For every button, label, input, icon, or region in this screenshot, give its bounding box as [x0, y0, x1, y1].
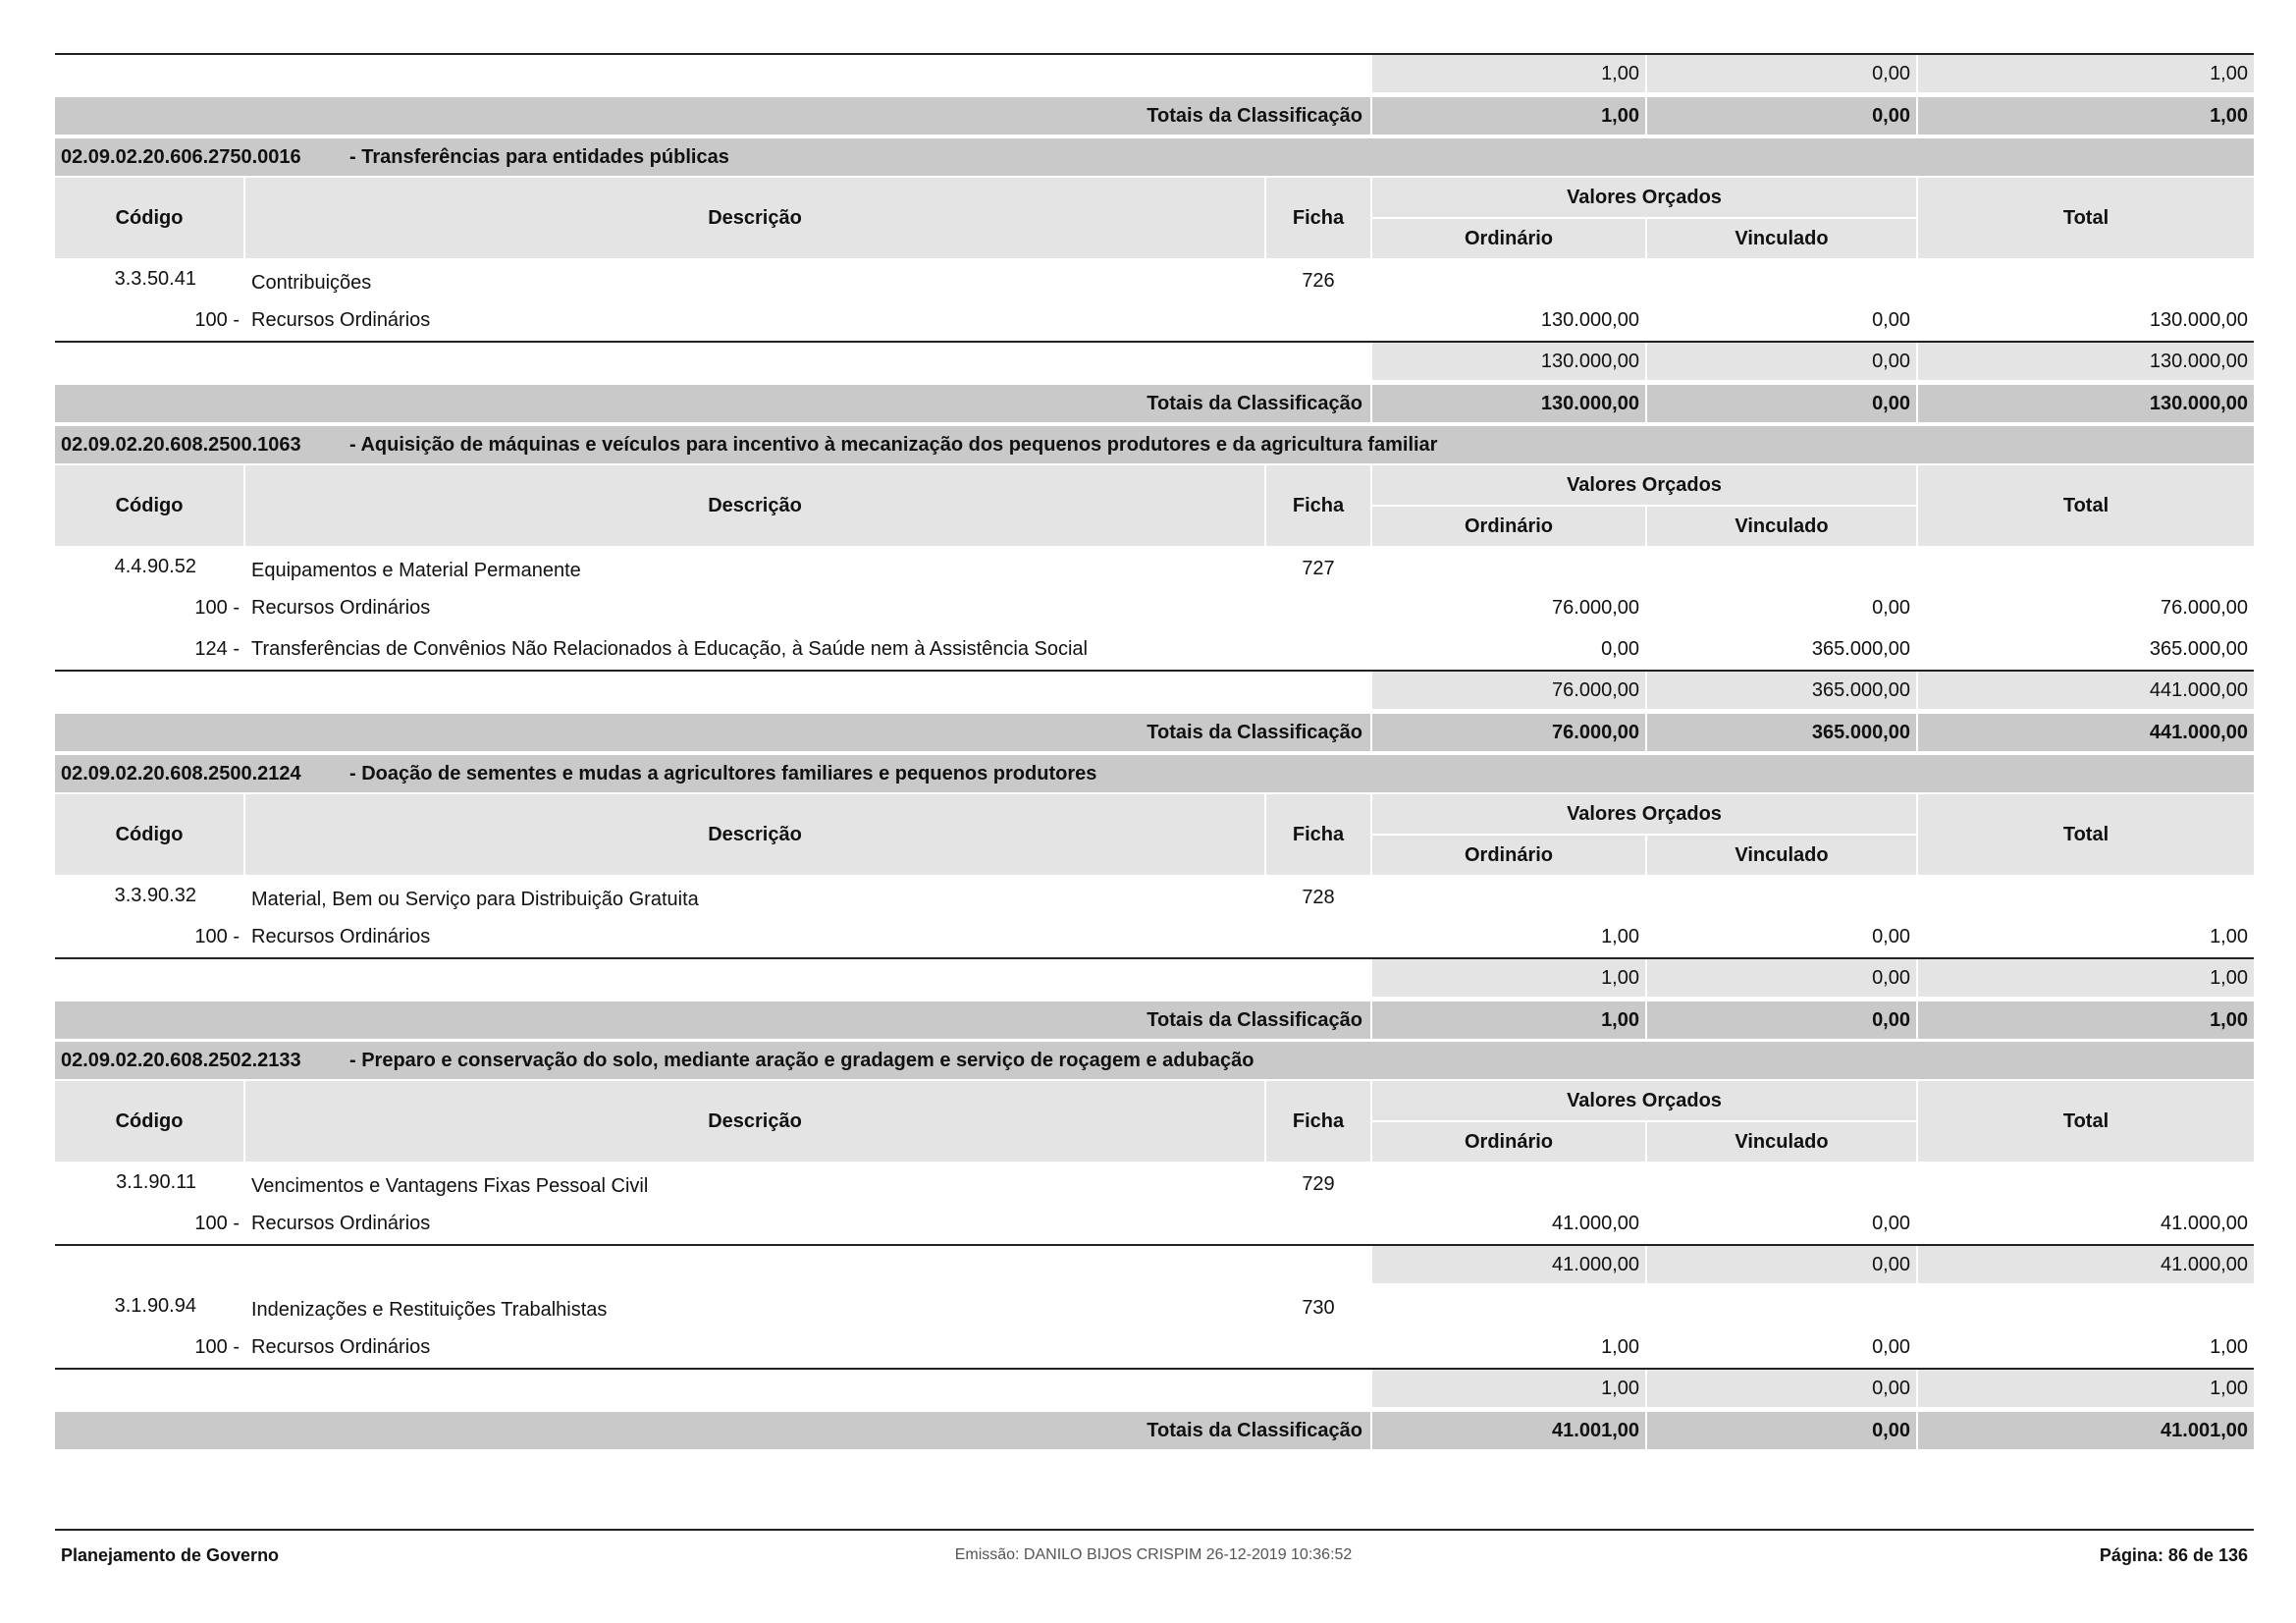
item-descricao: Contribuições — [251, 271, 372, 294]
fonte-numero: 100 - — [194, 925, 240, 947]
header-vinculado: Vinculado — [1647, 836, 1916, 875]
header-descricao: Descrição — [245, 1081, 1264, 1162]
footer-left: Planejamento de Governo — [61, 1544, 280, 1565]
header-ordinario: Ordinário — [1372, 1122, 1645, 1162]
subtotal-vinculado: 365.000,00 — [1647, 672, 1916, 709]
header-valores-orcados: Valores Orçados — [1372, 794, 1916, 834]
fonte-numero: 100 - — [194, 596, 240, 619]
subtotal-total: 1,00 — [1918, 55, 2254, 92]
fonte-vinculado: 365.000,00 — [1811, 637, 1910, 660]
column-separator — [1370, 1412, 1372, 1449]
column-separator — [1916, 1001, 1918, 1039]
column-separator — [1645, 1001, 1647, 1039]
item-ficha: 729 — [1302, 1172, 1335, 1195]
column-separator — [1645, 714, 1647, 751]
column-separator — [1916, 714, 1918, 751]
totais-total: 441.000,00 — [1918, 714, 2254, 751]
fonte-ordinario: 1,00 — [1601, 925, 1639, 947]
fonte-nome: Recursos Ordinários — [251, 596, 431, 619]
totais-total: 41.001,00 — [1918, 1412, 2254, 1449]
totais-ordinario: 1,00 — [1372, 1001, 1645, 1039]
fonte-vinculado: 0,00 — [1872, 1212, 1910, 1234]
fonte-numero: 124 - — [194, 637, 240, 660]
subtotal-total: 130.000,00 — [1918, 343, 2254, 380]
subtotal-vinculado: 0,00 — [1647, 959, 1916, 997]
footer-divider — [55, 1529, 2254, 1531]
fonte-numero: 100 - — [194, 1335, 240, 1358]
header-ficha: Ficha — [1266, 794, 1370, 875]
header-descricao: Descrição — [245, 178, 1264, 258]
column-separator — [1370, 97, 1372, 135]
column-separator — [1370, 714, 1372, 751]
section-code: 02.09.02.20.608.2500.2124 — [61, 762, 301, 784]
subtotal-vinculado: 0,00 — [1647, 55, 1916, 92]
item-descricao: Vencimentos e Vantagens Fixas Pessoal Civil — [251, 1174, 649, 1197]
fonte-nome: Transferências de Convênios Não Relacionados à Educação, à Saúde nem à Assistência Social — [251, 637, 1088, 660]
section-title: - Doação de sementes e mudas a agricultores familiares e pequenos produtores — [349, 762, 1097, 784]
fonte-nome: Recursos Ordinários — [251, 308, 431, 331]
section-title: - Transferências para entidades públicas — [349, 145, 729, 168]
fonte-total: 41.000,00 — [2161, 1212, 2248, 1234]
totais-total: 1,00 — [1918, 1001, 2254, 1039]
fonte-ordinario: 76.000,00 — [1552, 596, 1639, 619]
column-separator — [1916, 1412, 1918, 1449]
item-codigo: 3.3.90.32 — [114, 884, 196, 906]
fonte-numero: 100 - — [194, 308, 240, 331]
totais-label: Totais da Classificação — [1147, 1008, 1362, 1031]
header-descricao: Descrição — [245, 465, 1264, 546]
column-separator — [1916, 97, 1918, 135]
section-title: - Preparo e conservação do solo, mediante aração e gradagem e serviço de roçagem e adubação — [349, 1049, 1255, 1071]
fonte-ordinario: 0,00 — [1601, 637, 1639, 660]
subtotal-total: 441.000,00 — [1918, 672, 2254, 709]
header-descricao: Descrição — [245, 794, 1264, 875]
fonte-total: 130.000,00 — [2149, 308, 2248, 331]
header-codigo: Código — [55, 178, 243, 258]
subtotal-ordinario: 76.000,00 — [1372, 672, 1645, 709]
section-code: 02.09.02.20.608.2502.2133 — [61, 1049, 301, 1071]
fonte-numero: 100 - — [194, 1212, 240, 1234]
header-valores-orcados: Valores Orçados — [1372, 465, 1916, 505]
subtotal-vinculado: 0,00 — [1647, 1370, 1916, 1407]
item-codigo: 4.4.90.52 — [114, 555, 196, 577]
fonte-total: 1,00 — [2210, 1335, 2248, 1358]
fonte-nome: Recursos Ordinários — [251, 1335, 431, 1358]
header-total: Total — [1918, 794, 2254, 875]
totais-label: Totais da Classificação — [1147, 104, 1362, 127]
totais-vinculado: 365.000,00 — [1647, 714, 1916, 751]
subtotal-total: 41.000,00 — [1918, 1246, 2254, 1283]
header-codigo: Código — [55, 794, 243, 875]
item-codigo: 3.1.90.94 — [114, 1294, 196, 1317]
item-ficha: 728 — [1302, 886, 1335, 908]
totais-ordinario: 130.000,00 — [1372, 385, 1645, 422]
fonte-nome: Recursos Ordinários — [251, 1212, 431, 1234]
column-separator — [1645, 1412, 1647, 1449]
fonte-nome: Recursos Ordinários — [251, 925, 431, 947]
subtotal-vinculado: 0,00 — [1647, 343, 1916, 380]
column-separator — [1916, 385, 1918, 422]
header-ficha: Ficha — [1266, 1081, 1370, 1162]
subtotal-vinculado: 0,00 — [1647, 1246, 1916, 1283]
section-code: 02.09.02.20.608.2500.1063 — [61, 433, 301, 456]
totais-label: Totais da Classificação — [1147, 721, 1362, 743]
subtotal-total: 1,00 — [1918, 959, 2254, 997]
totais-ordinario: 76.000,00 — [1372, 714, 1645, 751]
fonte-vinculado: 0,00 — [1872, 308, 1910, 331]
fonte-total: 1,00 — [2210, 925, 2248, 947]
footer-center: Emissão: DANILO BIJOS CRISPIM 26-12-2019 10:36:52 — [954, 1546, 1353, 1563]
section-title: - Aquisição de máquinas e veículos para incentivo à mecanização dos pequenos produtores e da agricultura familiar — [349, 433, 1438, 456]
header-total: Total — [1918, 178, 2254, 258]
totais-label: Totais da Classificação — [1147, 392, 1362, 414]
column-separator — [1645, 97, 1647, 135]
fonte-vinculado: 0,00 — [1872, 925, 1910, 947]
totais-ordinario: 41.001,00 — [1372, 1412, 1645, 1449]
item-descricao: Indenizações e Restituições Trabalhistas — [251, 1298, 608, 1321]
subtotal-ordinario: 41.000,00 — [1372, 1246, 1645, 1283]
header-ordinario: Ordinário — [1372, 836, 1645, 875]
totais-vinculado: 0,00 — [1647, 1001, 1916, 1039]
fonte-vinculado: 0,00 — [1872, 1335, 1910, 1358]
item-ficha: 726 — [1302, 269, 1335, 292]
fonte-ordinario: 41.000,00 — [1552, 1212, 1639, 1234]
header-total: Total — [1918, 1081, 2254, 1162]
item-codigo: 3.3.50.41 — [114, 267, 196, 290]
header-valores-orcados: Valores Orçados — [1372, 178, 1916, 217]
fonte-total: 76.000,00 — [2161, 596, 2248, 619]
header-codigo: Código — [55, 465, 243, 546]
footer-right: Página: 86 de 136 — [2099, 1544, 2248, 1565]
header-ficha: Ficha — [1266, 178, 1370, 258]
header-vinculado: Vinculado — [1647, 219, 1916, 258]
column-separator — [1370, 1001, 1372, 1039]
header-ordinario: Ordinário — [1372, 219, 1645, 258]
subtotal-total: 1,00 — [1918, 1370, 2254, 1407]
header-ordinario: Ordinário — [1372, 507, 1645, 546]
header-vinculado: Vinculado — [1647, 1122, 1916, 1162]
item-ficha: 730 — [1302, 1296, 1335, 1319]
item-descricao: Material, Bem ou Serviço para Distribuição Gratuita — [251, 888, 699, 910]
totais-label: Totais da Classificação — [1147, 1419, 1362, 1441]
subtotal-ordinario: 1,00 — [1372, 55, 1645, 92]
item-ficha: 727 — [1302, 557, 1335, 579]
item-descricao: Equipamentos e Material Permanente — [251, 559, 581, 581]
header-codigo: Código — [55, 1081, 243, 1162]
totais-total: 130.000,00 — [1918, 385, 2254, 422]
subtotal-ordinario: 130.000,00 — [1372, 343, 1645, 380]
section-code: 02.09.02.20.606.2750.0016 — [61, 145, 301, 168]
totais-total: 1,00 — [1918, 97, 2254, 135]
fonte-total: 365.000,00 — [2149, 637, 2248, 660]
fonte-ordinario: 130.000,00 — [1540, 308, 1639, 331]
header-valores-orcados: Valores Orçados — [1372, 1081, 1916, 1120]
subtotal-ordinario: 1,00 — [1372, 1370, 1645, 1407]
fonte-vinculado: 0,00 — [1872, 596, 1910, 619]
totais-vinculado: 0,00 — [1647, 385, 1916, 422]
totais-ordinario: 1,00 — [1372, 97, 1645, 135]
column-separator — [1645, 385, 1647, 422]
header-ficha: Ficha — [1266, 465, 1370, 546]
subtotal-ordinario: 1,00 — [1372, 959, 1645, 997]
totais-vinculado: 0,00 — [1647, 1412, 1916, 1449]
header-total: Total — [1918, 465, 2254, 546]
item-codigo: 3.1.90.11 — [116, 1170, 196, 1193]
column-separator — [1370, 385, 1372, 422]
header-vinculado: Vinculado — [1647, 507, 1916, 546]
fonte-ordinario: 1,00 — [1601, 1335, 1639, 1358]
totais-vinculado: 0,00 — [1647, 97, 1916, 135]
